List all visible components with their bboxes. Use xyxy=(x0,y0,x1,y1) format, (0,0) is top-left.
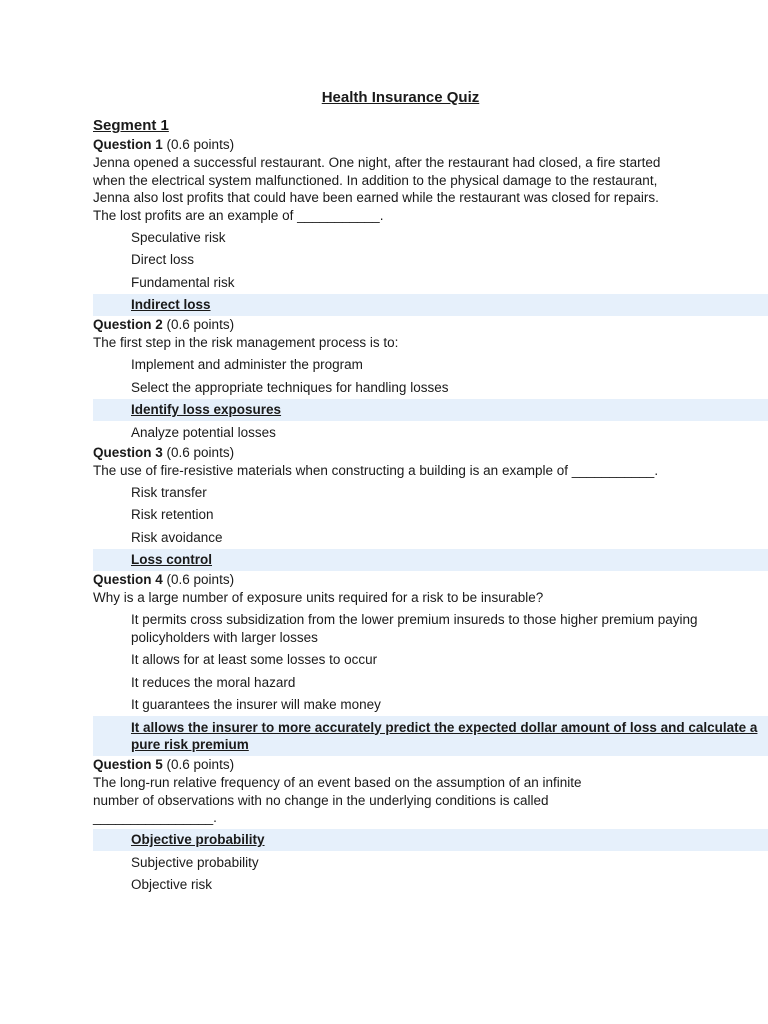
answer-list xyxy=(93,354,768,444)
answer-list xyxy=(93,609,768,757)
answer-option[interactable]: Implement and administer the program xyxy=(131,357,363,372)
correct-answer-option[interactable]: Objective probability xyxy=(93,829,768,852)
question-label: Question 3 xyxy=(93,444,163,460)
question-5 xyxy=(93,756,768,896)
question-3 xyxy=(93,444,768,572)
question-2 xyxy=(93,316,768,444)
question-header xyxy=(93,316,768,334)
correct-answer-option[interactable]: It allows the insurer to more accurately predict the expected dollar amount of loss and calculate a pure risk premium xyxy=(93,716,768,756)
answer-option[interactable]: Objective risk xyxy=(131,877,213,892)
answer-option[interactable]: Risk retention xyxy=(131,507,214,522)
question-points: (0.6 points) xyxy=(166,317,235,332)
answer-option[interactable]: Risk avoidance xyxy=(131,529,223,545)
correct-answer-option[interactable]: Indirect loss xyxy=(93,294,768,317)
question-header xyxy=(93,571,768,589)
answer-list xyxy=(93,829,768,897)
correct-answer-option[interactable]: Loss control xyxy=(93,549,768,572)
question-header xyxy=(93,444,768,462)
question-header xyxy=(93,136,768,154)
answer-option[interactable]: It guarantees the insurer will make money xyxy=(131,697,381,712)
question-points: (0.6 points) xyxy=(166,757,235,772)
answer-option[interactable]: It allows for at least some losses to occur xyxy=(131,652,378,667)
segment-heading: Segment 1 xyxy=(93,117,169,134)
answer-option[interactable]: Fundamental risk xyxy=(131,274,235,290)
question-points: (0.6 points) xyxy=(166,572,235,587)
answer-option[interactable]: Subjective probability xyxy=(131,854,259,870)
question-text: Why is a large number of exposure units required for a risk to be insurable? xyxy=(93,590,544,605)
question-label: Question 4 xyxy=(93,572,163,587)
correct-answer-option[interactable]: Identify loss exposures xyxy=(93,399,768,422)
answer-option[interactable]: Speculative risk xyxy=(131,229,226,245)
question-label: Question 5 xyxy=(93,757,163,772)
question-label: Question 2 xyxy=(93,317,163,332)
quiz-document xyxy=(93,88,768,896)
document-title: Health Insurance Quiz xyxy=(321,89,480,106)
answer-option[interactable]: Analyze potential losses xyxy=(131,424,276,440)
question-1 xyxy=(93,136,768,316)
question-points: (0.6 points) xyxy=(166,444,235,460)
question-text: The use of fire-resistive materials when constructing a building is an example of ___________. xyxy=(93,462,659,478)
question-4 xyxy=(93,571,768,756)
answer-option[interactable]: It permits cross subsidization from the lower premium insureds to those higher premium paying policyholders with larger losses xyxy=(131,612,698,645)
answer-option[interactable]: It reduces the moral hazard xyxy=(131,674,296,690)
answer-option[interactable]: Select the appropriate techniques for handling losses xyxy=(131,379,449,395)
question-text: The first step in the risk management process is to: xyxy=(93,335,399,350)
answer-option[interactable]: Risk transfer xyxy=(131,484,207,500)
question-text: The long-run relative frequency of an event based on the assumption of an infinite number of observations with no change in the underlying conditions is called ________________. xyxy=(93,775,582,825)
question-text: Jenna opened a successful restaurant. One night, after the restaurant had closed, a fire started when the electrical system malfunctioned. In addition to the physical damage to the restaurant, Jenna also lost profits that could have been earned while the restaurant was closed for repairs. The lost profits are an example of ___________. xyxy=(93,155,661,223)
question-points: (0.6 points) xyxy=(166,137,235,152)
answer-list xyxy=(93,226,768,316)
answer-list xyxy=(93,481,768,571)
answer-option[interactable]: Direct loss xyxy=(131,252,195,267)
question-label: Question 1 xyxy=(93,137,163,152)
question-header xyxy=(93,756,768,774)
